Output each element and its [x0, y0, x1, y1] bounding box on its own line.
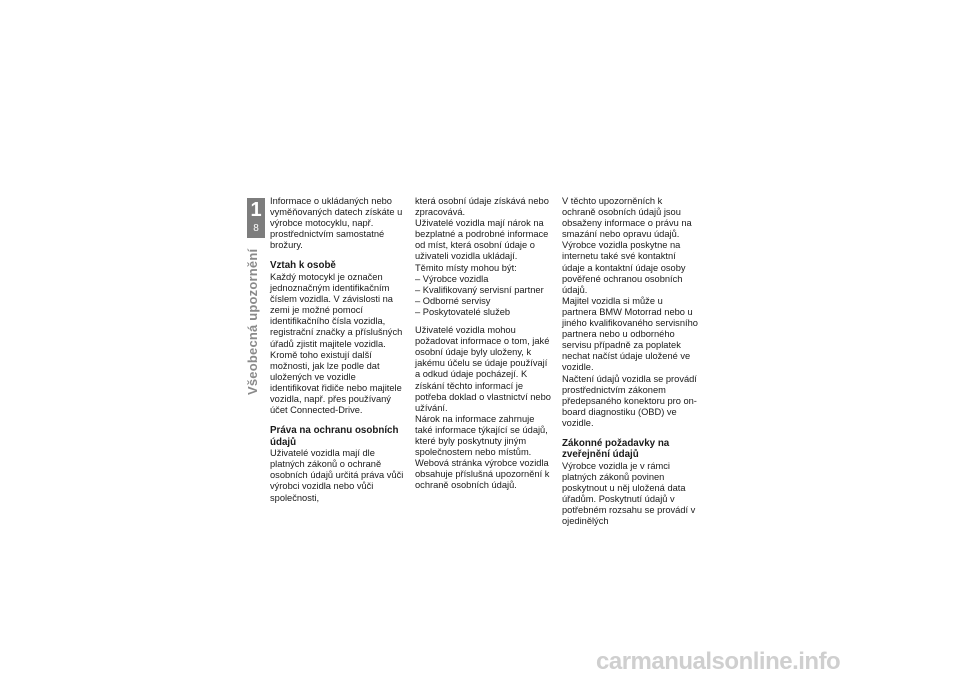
paragraph: Uživatelé vozidla mohou požadovat informace o tom, jaké osobní údaje byly uloženy, k jakému účelu se údaje používají a odkud údaje pocházejí. K získání těchto informací je potřeba doklad o vlastnictví nebo užívání.: [415, 325, 551, 413]
paragraph: Těmito místy mohou být:: [415, 262, 517, 273]
chapter-number: 1: [250, 199, 262, 221]
paragraph: Každý motocykl je označen jednoznačným identifikačním číslem vozidla. V závislosti na zemi je možné pomocí identifikačního čísla vozidla, registrační značky a příslušných úřadů zjistit majitele vozidla. Kromě toho existují další možnosti, jak lze podle dat uložených ve vozidle identifikovat řidiče nebo majitele vozidla, např. přes používaný účet Connected-Drive.: [270, 271, 403, 416]
paragraph: Majitel vozidla si může u partnera BMW Motorrad nebo u jiného kvalifikovaného servisního partnera nebo u odborného servisu případně za poplatek nechat načíst údaje uložené ve vozidle.: [562, 295, 698, 373]
section-heading-data-rights: Práva na ochranu osobních údajů: [270, 425, 399, 448]
list-item: – Poskytovatelé služeb: [415, 306, 511, 317]
section-heading-legal-requirements: Zákonné požadavky na zveřejnění údajů: [562, 437, 670, 461]
text-column-1: [270, 196, 406, 504]
chapter-title: Všeobecná upozornění: [245, 248, 260, 395]
paragraph: Webová stránka výrobce vozidla obsahuje příslušná upozornění k ochraně osobních údajů.: [415, 458, 550, 491]
page-number: 8: [253, 223, 259, 234]
list-item: – Odborné servisy: [415, 295, 491, 306]
paragraph: Výrobce vozidla je v rámci platných zákonů povinen poskytnout u něj uložená data úřadům. Poskytnutí údajů v potřebném rozsahu se provádí v ojedinělých: [562, 460, 696, 527]
paragraph: která osobní údaje získává nebo zpracovává.: [415, 196, 549, 218]
paragraph: Uživatelé vozidla mají dle platných zákonů o ochraně osobních údajů určitá práva vůči výrobci vozidla nebo vůči společnosti,: [270, 448, 404, 503]
paragraph: Načtení údajů vozidla se provádí prostřednictvím zákonem předepsaného konektoru pro on-board diagnostiku (OBD) ve vozidle.: [562, 373, 697, 428]
paragraph: V těchto upozorněních k ochraně osobních údajů jsou obsaženy informace o právu na smazání nebo opravu údajů. Výrobce vozidla poskytne na internetu také své kontaktní údaje a kontaktní údaje osoby pověřené ochranou osobních údajů.: [562, 196, 692, 295]
paragraph: Nárok na informace zahrnuje také informace týkající se údajů, které byly poskytnuty jiným společnostem nebo místům.: [415, 413, 548, 458]
watermark: carmanualsonline.info: [596, 648, 841, 675]
paragraph: Informace o ukládaných nebo vyměňovaných datech získáte u výrobce motocyklu, např. prostřednictvím samostatné brožury.: [270, 196, 403, 251]
section-heading-personal-relation: Vztah k osobě: [270, 260, 336, 272]
list-item: – Výrobce vozidla: [415, 273, 489, 284]
list-item: – Kvalifikovaný servisní partner: [415, 284, 544, 295]
text-column-3: [562, 196, 698, 528]
paragraph: Uživatelé vozidla mají nárok na bezplatné a podrobné informace od míst, která osobní údaje o uživateli vozidla ukládají.: [415, 218, 549, 262]
chapter-marker: [247, 198, 265, 238]
text-column-2: [415, 196, 551, 491]
